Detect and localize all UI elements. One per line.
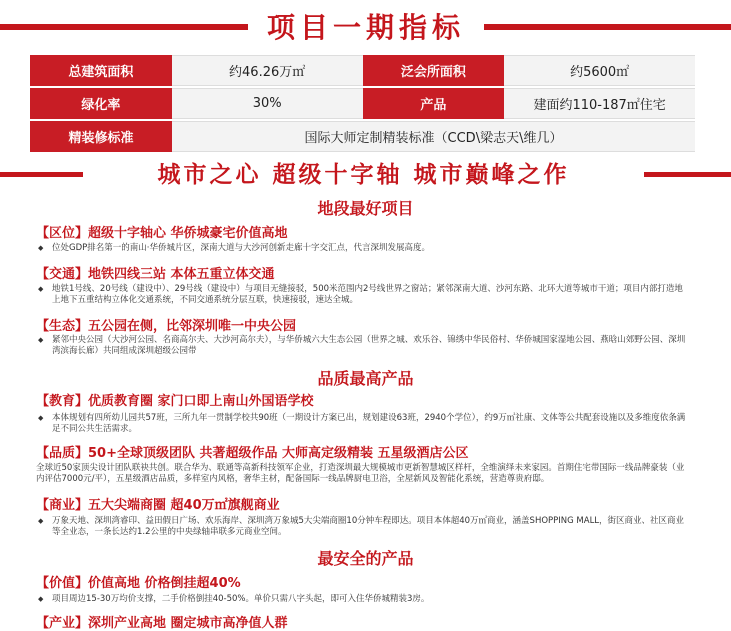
item-title-commerce: 【商业】五大尖端商圈 超40万㎡旗舰商业	[36, 498, 280, 513]
slogan-left-rule	[0, 172, 83, 177]
metric-value-clubhouse-area: 约5600㎡	[504, 55, 695, 86]
bullet-icon: ◆	[38, 336, 44, 344]
item-text-commerce: ◆ 万象天地、深圳湾睿印、益田假日广场、欢乐海岸、深圳湾万象城5大尖端商圈10分钟车程即达。项目本体超40万㎡商业，涵盖SHOPPING MALL，街区商业、社区商业等全业态，一条长达约1.2公里的中央绿轴串联多元商业空间。	[38, 516, 685, 537]
bullet-icon: ◆	[38, 517, 44, 525]
item-title-quality: 【品质】50+全球顶级团队 共著超级作品 大师高定级精装 五星级酒店公区	[36, 446, 469, 461]
bullet-icon: ◆	[38, 244, 44, 252]
item-title-traffic: 【交通】地铁四线三站 本体五重立体交通	[36, 267, 275, 282]
slogan-text: 城市之心 超级十字轴 城市巅峰之作	[157, 162, 570, 188]
metrics-row	[30, 55, 695, 86]
item-text-value: ◆ 项目周边15-30万均价支撑，二手价格倒挂40-50%。单价只需八字头起，即可入住华侨城精装3房。	[38, 594, 430, 604]
item-text-ecology: ◆ 紧邻中央公园（大沙河公园、名商高尔夫、大沙河高尔夫），与华侨城六大生态公园（世界之城、欢乐谷、锦绣中华民俗村、华侨城国家湿地公园、燕晗山郊野公园、深圳湾滨海长廊）共同组成深圳超级公园带	[38, 335, 686, 356]
metric-label-green-rate: 绿化率	[30, 88, 172, 119]
slogan-right-rule	[644, 172, 731, 177]
metric-value-decoration: 国际大师定制精装标准（CCD\梁志天\维几）	[172, 121, 695, 152]
metric-label-total-area: 总建筑面积	[30, 55, 172, 86]
item-text-traffic: ◆ 地铁1号线、20号线（建设中）、29号线（建设中）与项目无缝接驳，500米范围内2号线世界之窗站；紧邻深南大道、沙河东路、北环大道等城市干道；项目内部打造地上地下五重结构立体化交通系统，不同交通系统分层互联，快速接驳，速达全城。	[38, 284, 683, 305]
metric-label-product: 产品	[363, 88, 505, 119]
item-title-industry: 【产业】深圳产业高地 圈定城市高净值人群	[36, 616, 288, 631]
section-title-location: 地段最好项目	[317, 199, 414, 218]
metric-value-total-area: 约46.26万㎡	[172, 55, 363, 86]
item-text-quality: 全球近50家顶尖设计团队联袂共创。联合华为、联通等高新科技领军企业，打造深圳最大规模城市更新智慧城区样杆，全维演绎未来家园。首期住宅带国际一线品牌豪装（业内评估7000元/平），五星级酒店品质，多样室内风格，奢华主材，配备国际一线品牌厨电卫浴，全屋新风及智能化系统，营造尊贵府邸。	[36, 463, 685, 484]
bullet-icon: ◆	[38, 285, 44, 293]
header-right-rule	[484, 24, 731, 30]
metrics-row	[30, 88, 695, 119]
metrics-table	[30, 55, 695, 154]
metric-value-product: 建面约110-187㎡住宅	[504, 88, 695, 119]
slogan-banner	[0, 156, 731, 190]
item-title-education: 【教育】优质教育圈 家门口即上南山外国语学校	[36, 394, 314, 409]
item-title-area: 【区位】超级十字轴心 华侨城豪宅价值高地	[36, 226, 288, 241]
item-text-education: ◆ 本体规划有四所幼儿园共57班，三所九年一贯制学校共90班（一期设计方案已出，规划建设63班，2940个学位），约9万㎡社康、文体等公共配套设施以及多维度依条满足不同公共生活需求。	[38, 413, 686, 434]
header	[0, 0, 731, 48]
page-title: 项目一期指标	[266, 11, 465, 44]
metric-label-decoration: 精装修标准	[30, 121, 172, 152]
bullet-icon: ◆	[38, 595, 44, 603]
bullet-icon: ◆	[38, 414, 44, 422]
metric-label-clubhouse-area: 泛会所面积	[363, 55, 505, 86]
metrics-row	[30, 121, 695, 152]
item-title-value: 【价值】价值高地 价格倒挂超40%	[36, 576, 241, 591]
section-title-quality: 品质最高产品	[317, 369, 414, 388]
metric-value-green-rate: 30%	[172, 88, 363, 119]
item-title-ecology: 【生态】五公园在侧，比邻深圳唯一中央公园	[36, 319, 297, 334]
header-left-rule	[0, 24, 248, 30]
section-title-safe: 最安全的产品	[317, 549, 414, 568]
item-text-area: ◆ 位处GDP排名第一的南山·华侨城片区，深南大道与大沙河创新走廊十字交汇点，代言深圳发展高度。	[38, 243, 430, 253]
